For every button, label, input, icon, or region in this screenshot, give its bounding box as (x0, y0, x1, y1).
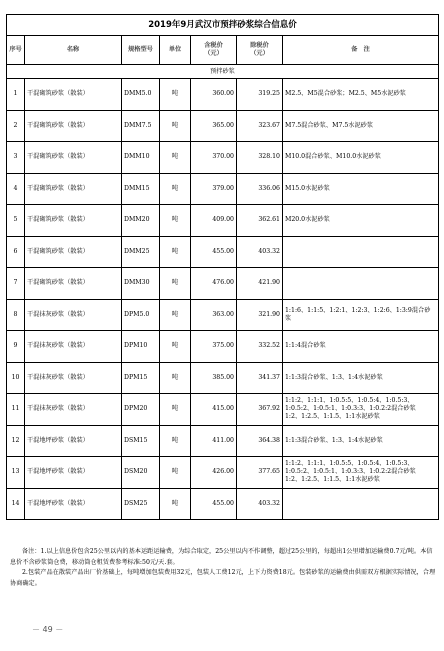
row-spec: DSM15 (122, 425, 160, 457)
row-name: 干混砌筑砂浆（散装） (25, 79, 122, 111)
row-price-tax: 426.00 (191, 457, 237, 489)
row-name: 干混地坪砂浆（散装） (25, 457, 122, 489)
row-name: 干混砌筑砂浆（散装） (25, 110, 122, 142)
row-name: 干混砌筑砂浆（散装） (25, 142, 122, 174)
page-number: － 49 － (32, 625, 64, 634)
row-spec: DSM20 (122, 457, 160, 489)
header-price-tax (191, 36, 237, 65)
row-remark (283, 236, 439, 268)
row-name: 干混砌筑砂浆（散装） (25, 236, 122, 268)
row-price-notax: 336.06 (237, 173, 283, 205)
row-no: 7 (7, 268, 25, 300)
row-spec: DMM25 (122, 236, 160, 268)
row-price-tax: 360.00 (191, 79, 237, 111)
row-spec: DPM15 (122, 362, 160, 394)
row-price-notax: 377.65 (237, 457, 283, 489)
row-unit: 吨 (160, 362, 191, 394)
table-row (7, 205, 439, 237)
row-spec: DMM5.0 (122, 79, 160, 111)
row-price-notax: 332.52 (237, 331, 283, 363)
row-price-tax: 409.00 (191, 205, 237, 237)
table-row (7, 299, 439, 331)
row-price-tax: 385.00 (191, 362, 237, 394)
row-price-notax: 367.92 (237, 394, 283, 426)
row-price-tax: 379.00 (191, 173, 237, 205)
row-name: 干混砌筑砂浆（散装） (25, 268, 122, 300)
row-name: 干混地坪砂浆（散装） (25, 488, 122, 520)
row-spec: DPM20 (122, 394, 160, 426)
row-name: 干混砌筑砂浆（散装） (25, 173, 122, 205)
row-name: 干混抹灰砂浆（散装） (25, 394, 122, 426)
row-price-tax: 365.00 (191, 110, 237, 142)
row-spec: DMM10 (122, 142, 160, 174)
header-price-notax-unit: （元） (250, 50, 269, 57)
row-unit: 吨 (160, 268, 191, 300)
row-name: 干混抹灰砂浆（散装） (25, 362, 122, 394)
row-no: 6 (7, 236, 25, 268)
row-name: 干混地坪砂浆（散装） (25, 425, 122, 457)
row-unit: 吨 (160, 457, 191, 489)
row-remark: 1:1:3混合砂浆、1:3、1:4水泥砂浆 (283, 425, 439, 457)
row-spec: DMM7.5 (122, 110, 160, 142)
row-spec: DMM15 (122, 173, 160, 205)
row-spec: DMM30 (122, 268, 160, 300)
table-row (7, 173, 439, 205)
row-price-notax: 319.25 (237, 79, 283, 111)
row-price-notax: 362.61 (237, 205, 283, 237)
row-unit: 吨 (160, 425, 191, 457)
section-row (7, 65, 439, 79)
row-no: 5 (7, 205, 25, 237)
table-row (7, 236, 439, 268)
row-remark: M2.5、M5混合砂浆；M2.5、M5水泥砂浆 (283, 79, 439, 111)
row-unit: 吨 (160, 79, 191, 111)
row-spec: DPM10 (122, 331, 160, 363)
row-no: 1 (7, 79, 25, 111)
row-remark: M15.0水泥砂浆 (283, 173, 439, 205)
row-no: 3 (7, 142, 25, 174)
row-price-notax: 328.10 (237, 142, 283, 174)
row-price-tax: 415.00 (191, 394, 237, 426)
row-no: 13 (7, 457, 25, 489)
row-no: 8 (7, 299, 25, 331)
table-row (7, 268, 439, 300)
table-row (7, 457, 439, 489)
row-price-tax: 363.00 (191, 299, 237, 331)
row-price-tax: 455.00 (191, 488, 237, 520)
header-price-notax-label: 除税价 (250, 42, 269, 49)
row-no: 14 (7, 488, 25, 520)
table-row (7, 142, 439, 174)
row-price-notax: 364.38 (237, 425, 283, 457)
row-spec: DMM20 (122, 205, 160, 237)
row-no: 9 (7, 331, 25, 363)
row-price-tax: 375.00 (191, 331, 237, 363)
header-price-tax-unit: （元） (204, 50, 223, 57)
row-price-notax: 341.37 (237, 362, 283, 394)
row-unit: 吨 (160, 173, 191, 205)
row-price-tax: 455.00 (191, 236, 237, 268)
note-2: 2.包装产品在散装产品出厂价基础上，每吨增加包装费用32元，包装人工费12元，上下力资费18元。包装砂浆的运输费由供需双方根据实际情况，合理协商确定。 (10, 569, 436, 587)
row-no: 12 (7, 425, 25, 457)
row-name: 干混抹灰砂浆（散装） (25, 331, 122, 363)
header-price-notax (237, 36, 283, 65)
row-price-notax: 321.90 (237, 299, 283, 331)
row-unit: 吨 (160, 205, 191, 237)
row-price-tax: 476.00 (191, 268, 237, 300)
row-remark: 1:1:3混合砂浆、1:3、1:4水泥砂浆 (283, 362, 439, 394)
notes (10, 547, 436, 589)
row-remark: M10.0混合砂浆、M10.0水泥砂浆 (283, 142, 439, 174)
price-table (6, 14, 439, 520)
table-row (7, 79, 439, 111)
header-name: 名称 (25, 36, 122, 65)
row-price-tax: 411.00 (191, 425, 237, 457)
row-unit: 吨 (160, 331, 191, 363)
row-price-tax: 370.00 (191, 142, 237, 174)
row-remark: 1:1:2、1:1:1、1:0.5:5、1:0.5:4、1:0.5:3、1:0.5:2、1:0.5:1、1:0.3:3、1:0.2:2混合砂浆 1:2、1:2.5、1:1.5、1:1水泥砂浆 (283, 394, 439, 426)
row-spec: DPM5.0 (122, 299, 160, 331)
row-name: 干混砌筑砂浆（散装） (25, 205, 122, 237)
table-title: 2019年9月武汉市预拌砂浆综合信息价 (7, 15, 439, 36)
row-remark (283, 488, 439, 520)
row-unit: 吨 (160, 488, 191, 520)
row-remark (283, 268, 439, 300)
header-row (7, 36, 439, 65)
row-remark: 1:1:6、1:1:5、1:2:1、1:2:3、1:2:6、1:3:9混合砂浆 (283, 299, 439, 331)
row-price-notax: 403.32 (237, 488, 283, 520)
header-price-tax-label: 含税价 (204, 42, 223, 49)
table-row (7, 110, 439, 142)
row-no: 10 (7, 362, 25, 394)
table-row (7, 362, 439, 394)
row-remark: M20.0水泥砂浆 (283, 205, 439, 237)
row-name: 干混抹灰砂浆（散装） (25, 299, 122, 331)
table-row (7, 488, 439, 520)
row-no: 4 (7, 173, 25, 205)
section-label: 预拌砂浆 (7, 65, 439, 79)
row-price-notax: 323.67 (237, 110, 283, 142)
row-unit: 吨 (160, 236, 191, 268)
row-no: 2 (7, 110, 25, 142)
table-row (7, 331, 439, 363)
row-unit: 吨 (160, 142, 191, 174)
table-row (7, 394, 439, 426)
row-price-notax: 421.90 (237, 268, 283, 300)
row-unit: 吨 (160, 110, 191, 142)
header-unit: 单位 (160, 36, 191, 65)
row-unit: 吨 (160, 299, 191, 331)
row-price-notax: 403.32 (237, 236, 283, 268)
header-no: 序号 (7, 36, 25, 65)
row-no: 11 (7, 394, 25, 426)
table-row (7, 425, 439, 457)
row-remark: 1:1:2、1:1:1、1:0.5:5、1:0.5:4、1:0.5:3、1:0.5:2、1:0.5:1、1:0.3:3、1:0.2:2混合砂浆 1:2、1:2.5、1:1.5、1:1水泥砂浆 (283, 457, 439, 489)
header-remark: 备 注 (283, 36, 439, 65)
row-unit: 吨 (160, 394, 191, 426)
note-1: 备注：1.以上信息价包含25公里以内的基本运距运输费，为综合取定，25公里以内不作调整，超过25公里的，每超出1公里增加运输费0.7元/吨。本信息价不含砂浆筒仓费，移动筒仓租赁费参考标准:50元/天.套。 (10, 548, 433, 566)
row-remark: M7.5混合砂浆、M7.5水泥砂浆 (283, 110, 439, 142)
row-spec: DSM25 (122, 488, 160, 520)
row-remark: 1:1:4混合砂浆 (283, 331, 439, 363)
header-spec: 规格型号 (122, 36, 160, 65)
